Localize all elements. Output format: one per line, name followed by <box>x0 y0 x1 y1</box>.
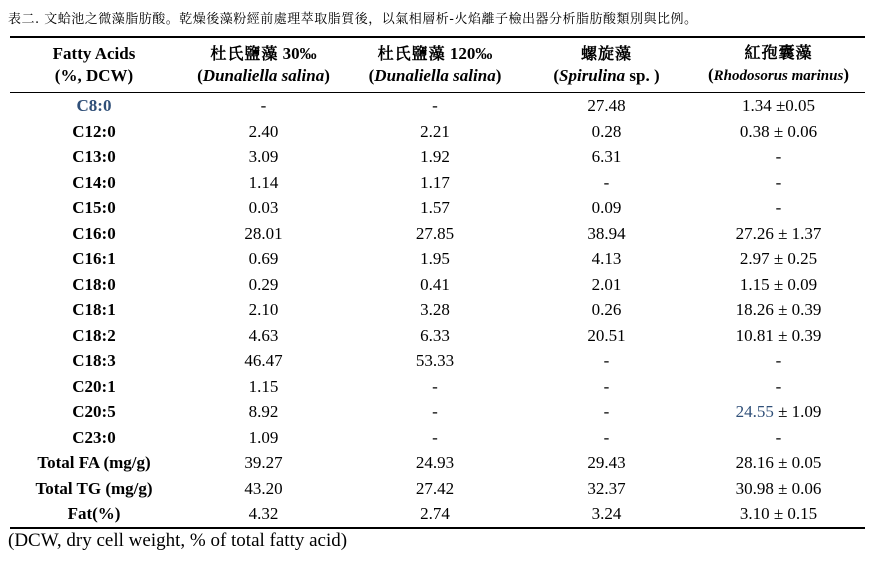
cell-value: 6.31 <box>591 147 622 166</box>
table-row <box>10 399 865 425</box>
cell-value: 27.42 <box>415 478 455 498</box>
row-label: C23:0 <box>72 427 116 447</box>
table-row <box>10 221 865 247</box>
cell-value: - <box>775 351 782 370</box>
cell-value: 24.93 <box>415 453 455 472</box>
header-fatty-acids-line1: Fatty Acids <box>52 43 136 63</box>
cell-value: 6.33 <box>420 325 450 345</box>
cell-value: 53.33 <box>415 351 455 370</box>
cell-value: 46.47 <box>244 351 283 370</box>
header-rhodosorus-close: ) <box>843 65 849 84</box>
cell-value: 0.69 <box>248 249 279 268</box>
cell-value: 3.28 <box>420 300 450 319</box>
cell-value: 0.09 <box>591 198 622 217</box>
table-row <box>10 501 865 528</box>
header-dunaliella-120-species: Dunaliella salina <box>374 65 496 85</box>
header-fatty-acids-line2: (%, DCW) <box>54 65 134 85</box>
header-dunaliella-120-cjk: 杜氏鹽藻 <box>377 43 446 63</box>
table-row <box>10 348 865 374</box>
row-label: Total TG (mg/g) <box>35 478 153 498</box>
header-rhodosorus-cjk: 紅孢囊藻 <box>744 43 813 62</box>
fatty-acid-table <box>10 36 865 529</box>
row-label: C14:0 <box>72 172 116 192</box>
table-row <box>10 374 865 400</box>
cell-value: 38.94 <box>587 223 626 243</box>
table-row <box>10 246 865 272</box>
row-label: C20:5 <box>72 402 116 421</box>
cell-value: 0.38 ± 0.06 <box>739 121 818 141</box>
cell-value: 27.85 <box>415 223 455 243</box>
table-row <box>10 119 865 145</box>
header-dunaliella-30-close: ) <box>324 65 330 85</box>
cell-value: 18.26 ± 0.39 <box>735 300 822 319</box>
cell-value: - <box>603 402 610 421</box>
header-rhodosorus-species: Rhodosorus marinus <box>713 68 844 84</box>
row-label: C18:3 <box>72 351 116 370</box>
cell-value: 1.95 <box>420 249 450 268</box>
table-row <box>10 272 865 298</box>
cell-value: 27.48 <box>587 96 626 115</box>
cell-value: 1.57 <box>420 198 450 217</box>
cell-value: 0.41 <box>420 274 450 294</box>
cell-value: - <box>432 376 438 396</box>
cell-value: 3.10 ± 0.15 <box>692 501 865 528</box>
header-dunaliella-120-open: ( <box>368 65 375 85</box>
cell-value: 1.14 <box>248 172 279 192</box>
table-row <box>10 323 865 349</box>
cell-value: 4.13 <box>591 249 622 268</box>
header-spirulina <box>521 37 692 93</box>
cell-value: 28.01 <box>244 223 283 243</box>
cell-value: 0.29 <box>248 274 279 294</box>
table-row <box>10 195 865 221</box>
header-dunaliella-120 <box>349 37 521 93</box>
cell-value: 43.20 <box>244 478 283 498</box>
cell-value: 1.15 <box>248 376 279 396</box>
cell-value: - <box>775 427 782 447</box>
cell-value: - <box>260 96 267 115</box>
table-row <box>10 476 865 502</box>
header-dunaliella-120-suffix: 120‰ <box>445 43 493 63</box>
cell-value-mean: 24.55 <box>735 402 774 421</box>
row-label: C20:1 <box>72 376 116 396</box>
header-fatty-acids <box>10 37 178 93</box>
header-spirulina-species: Spirulina <box>559 65 626 85</box>
header-dunaliella-30-cjk: 杜氏鹽藻 <box>210 43 279 63</box>
cell-value: 1.09 <box>248 427 279 447</box>
cell-value: 0.28 <box>591 121 622 141</box>
cell-value-sd: ± 1.09 <box>773 402 822 421</box>
row-label: C16:0 <box>72 223 116 243</box>
cell-value: 2.10 <box>248 300 279 319</box>
cell-value: - <box>603 172 610 192</box>
row-label: C8:0 <box>76 96 112 115</box>
cell-value: 39.27 <box>244 453 283 472</box>
row-label: C15:0 <box>72 198 116 217</box>
cell-value: 3.24 <box>521 501 692 528</box>
header-dunaliella-120-close: ) <box>495 65 502 85</box>
cell-value: 2.21 <box>420 121 450 141</box>
cell-value: 2.97 ± 0.25 <box>739 249 818 268</box>
row-label: C13:0 <box>72 147 116 166</box>
cell-value: - <box>432 96 438 115</box>
cell-value: - <box>775 198 782 217</box>
table-row <box>10 93 865 119</box>
cell-value: 2.74 <box>349 501 521 528</box>
table-footnote: (DCW, dry cell weight, % of total fatty acid) <box>8 530 348 551</box>
table-row <box>10 450 865 476</box>
table-row <box>10 425 865 451</box>
table-header-row <box>10 37 865 93</box>
header-dunaliella-30 <box>178 37 349 93</box>
cell-value: - <box>432 427 438 447</box>
cell-value: 2.40 <box>248 121 279 141</box>
cell-value: 27.26 ± 1.37 <box>735 223 822 243</box>
row-label: C18:1 <box>72 300 116 319</box>
row-label: C16:1 <box>72 249 116 268</box>
row-label: C12:0 <box>72 121 116 141</box>
cell-value: 4.63 <box>248 325 279 345</box>
cell-value: - <box>775 147 782 166</box>
cell-value: 1.92 <box>420 147 450 166</box>
cell-value: 0.03 <box>248 198 279 217</box>
table-caption: 表二. 文蛤池之微藻脂肪酸。乾燥後藻粉經前處理萃取脂質後，以氣相層析-火焰離子檢出器分析脂肪酸類別與比例。 <box>8 12 698 27</box>
cell-value: 8.92 <box>248 402 279 421</box>
header-dunaliella-30-suffix: 30‰ <box>278 43 317 63</box>
cell-value: 10.81 ± 0.39 <box>735 325 822 345</box>
cell-value: 1.17 <box>420 172 450 192</box>
cell-value: 28.16 ± 0.05 <box>735 453 822 472</box>
row-label: Total FA (mg/g) <box>37 453 151 472</box>
cell-value: 0.26 <box>591 300 622 319</box>
cell-value: - <box>432 402 438 421</box>
header-rhodosorus <box>692 37 865 93</box>
cell-value: - <box>603 427 610 447</box>
cell-value: 2.01 <box>591 274 622 294</box>
row-label: C18:2 <box>72 325 116 345</box>
header-spirulina-cjk: 螺旋藻 <box>580 43 632 63</box>
header-spirulina-after: sp. ) <box>625 65 660 85</box>
cell-value: 20.51 <box>587 325 626 345</box>
header-dunaliella-30-open: ( <box>197 65 203 85</box>
header-rhodosorus-open: ( <box>708 65 714 84</box>
cell-value: 1.15 ± 0.09 <box>739 274 818 294</box>
cell-value: 32.37 <box>587 478 626 498</box>
cell-value: 3.09 <box>248 147 279 166</box>
row-label: Fat(%) <box>10 501 178 528</box>
header-spirulina-open: ( <box>553 65 560 85</box>
cell-value <box>692 399 865 425</box>
cell-value: 29.43 <box>587 453 626 472</box>
table-row <box>10 170 865 196</box>
cell-value: 30.98 ± 0.06 <box>735 478 822 498</box>
cell-value: - <box>775 172 782 192</box>
row-label: C18:0 <box>72 274 116 294</box>
table-row <box>10 144 865 170</box>
cell-value: 1.34 ±0.05 <box>741 96 816 115</box>
cell-value: 4.32 <box>178 501 349 528</box>
cell-value: - <box>603 376 610 396</box>
header-dunaliella-30-species: Dunaliella salina <box>202 65 325 85</box>
cell-value: - <box>603 351 610 370</box>
table-row <box>10 297 865 323</box>
cell-value: - <box>775 376 782 396</box>
